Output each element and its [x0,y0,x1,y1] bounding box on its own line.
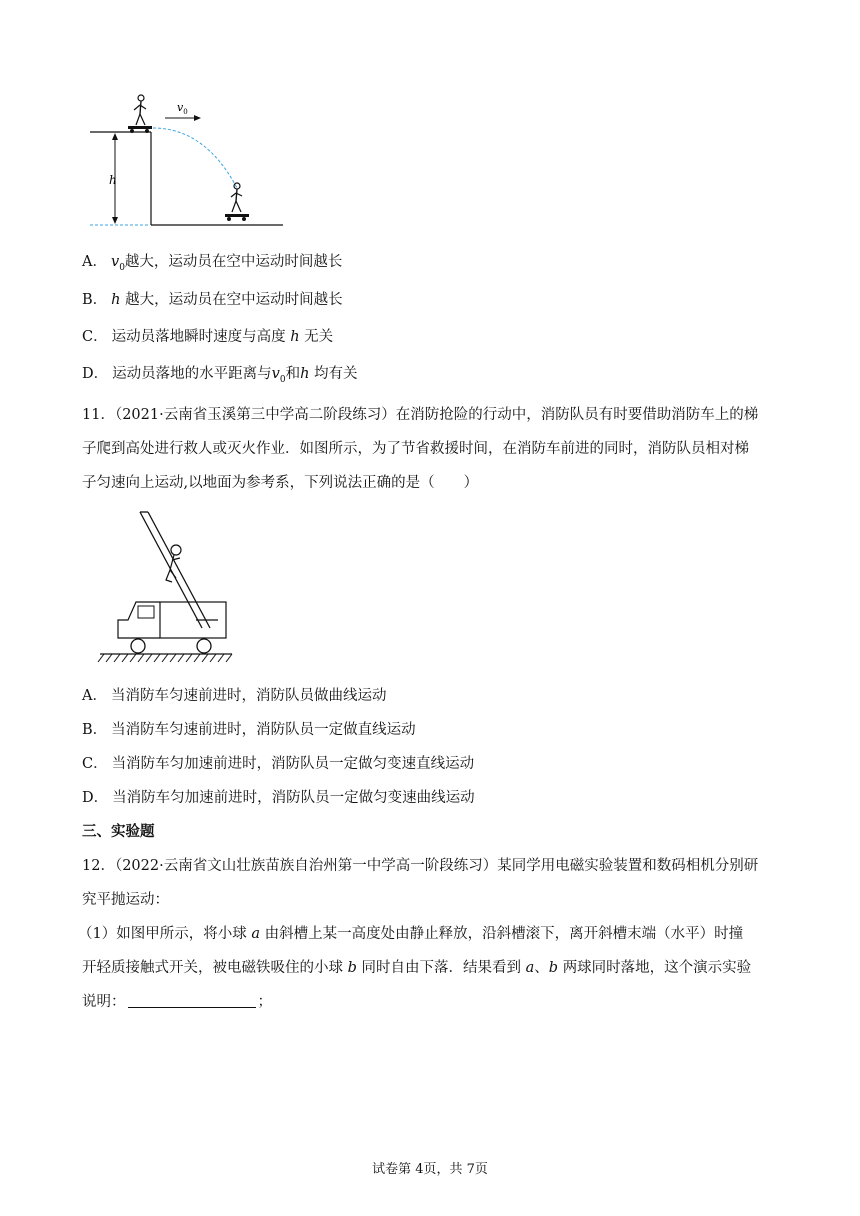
q11-option-c: C． 当消防车匀加速前进时，消防队员一定做匀变速直线运动 [82,756,475,772]
q10-option-c: C． 运动员落地瞬时速度与高度 h 无关 [82,329,334,345]
q12-part1-line1: （1）如图甲所示，将小球 a 由斜槽上某一高度处由静止释放，沿斜槽滚下，离开斜槽末端（水平）时撞 [78,926,744,942]
q12-stem-line2: 究平抛运动： [82,892,169,908]
q10-option-a: A． $v_0$越大，运动员在空中运动时间越长 [82,254,343,273]
fire-truck-figure [96,508,246,668]
q11-stem-line2: 子爬到高处进行救人或灭火作业．如图所示，为了节省救援时间，在消防车前进的同时，消防队员相对梯 [82,441,749,457]
q11-stem-line3: 子匀速向上运动,以地面为参考系，下列说法正确的是（ ） [82,475,479,491]
q11-option-b: B． 当消防车匀速前进时，消防队员一定做直线运动 [82,722,416,738]
h-label: h [109,173,117,187]
v0-subscript: 0 [183,108,188,116]
q11-stem-line1: 11．（2021·云南省玉溪第三中学高二阶段练习）在消防抢险的行动中，消防队员有时要借助消防车上的梯 [82,407,759,423]
q10-option-d: D． 运动员落地的水平距离与$v_0$和h 均有关 [82,366,358,385]
q11-option-a: A． 当消防车匀速前进时，消防队员做曲线运动 [82,688,387,704]
q12-part1-line2: 开轻质接触式开关，被电磁铁吸住的小球 b 同时自由下落．结果看到 a、b 两球同时落地，这个演示实验 [82,960,752,976]
v0-label: v [177,101,184,114]
q10-option-b: B． h 越大，运动员在空中运动时间越长 [82,292,343,308]
q11-option-d: D． 当消防车匀加速前进时，消防队员一定做匀变速曲线运动 [82,790,475,806]
section-title: 三、实验题 [82,823,155,840]
page-footer: 试卷第 4页，共 7页 [372,1162,488,1177]
q12-part1-line3: 说明： ； [82,994,272,1010]
svg-text:v0 [177,101,188,116]
q12-stem-line1: 12．（2022·云南省文山壮族苗族自治州第一中学高一阶段练习）某同学用电磁实验装置和数码相机分别研 [82,858,759,874]
answer-blank[interactable] [128,993,256,1008]
projectile-figure [85,88,295,233]
